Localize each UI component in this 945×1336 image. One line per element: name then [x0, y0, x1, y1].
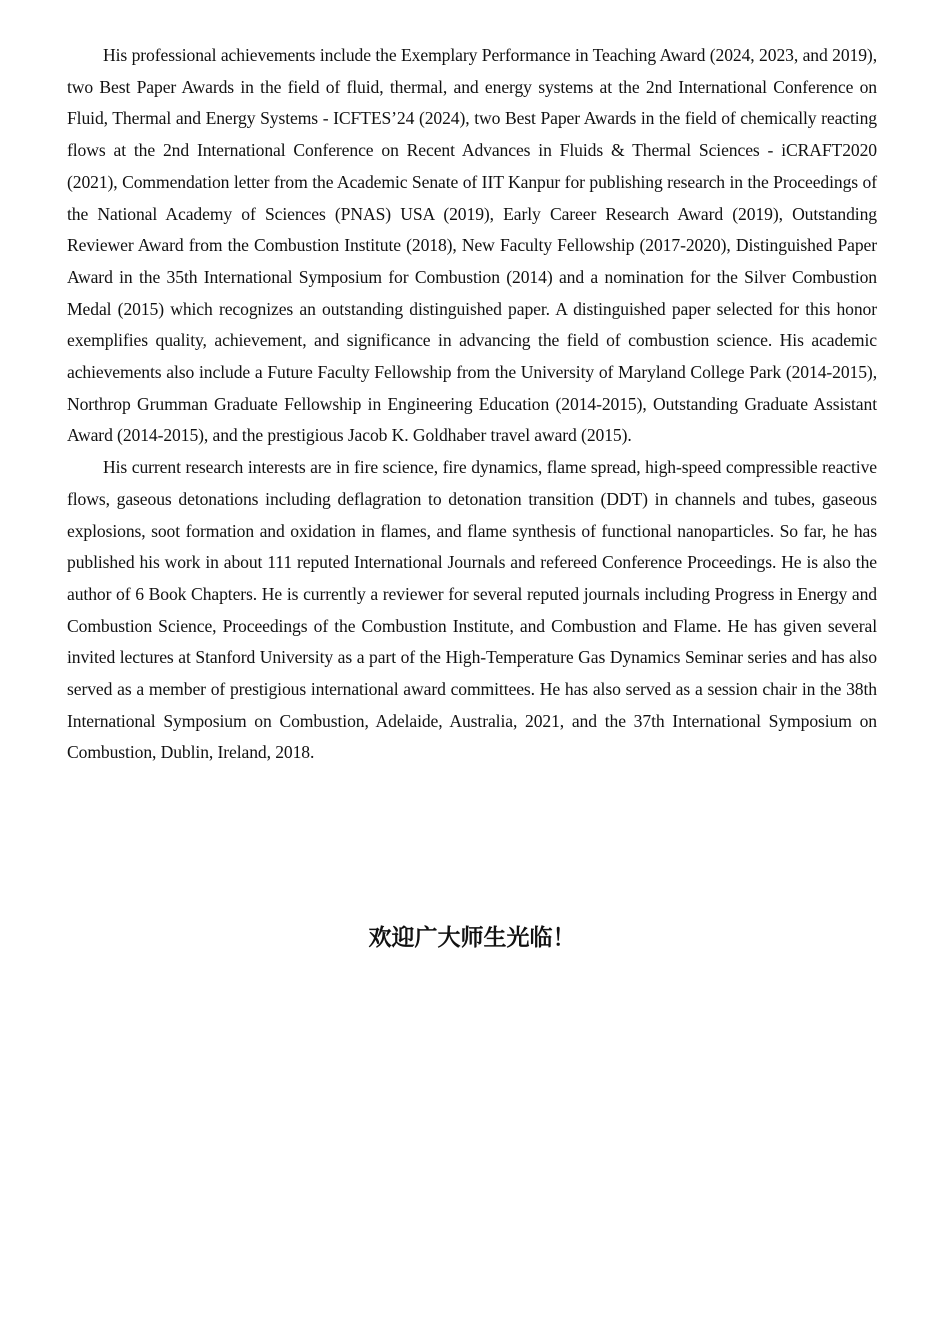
document-page: [67, 40, 877, 951]
welcome-closing: 欢迎广大师生光临！: [368, 924, 576, 951]
research-interests-paragraph: His current research interests are in fire science, fire dynamics, flame spread, high-speed compressible reactive flows, gaseous detonations including deflagration to detonation transition (DDT) in channels and tubes, gaseous explosions, soot formation and oxidation in flames, and flame synthesis of functional nanoparticles. So far, he has published his work in about 111 reputed International Journals and refereed Conference Proceedings. He is also the author of 6 Book Chapters. He is currently a reviewer for several reputed journals including Progress in Energy and Combustion Science, Proceedings of the Combustion Institute, and Combustion and Flame. He has given several invited lectures at Stanford University as a part of the High-Temperature Gas Dynamics Seminar series and has also served as a member of prestigious international award committees. He has also served as a session chair in the 38th International Symposium on Combustion, Adelaide, Australia, 2021, and the 37th International Symposium on Combustion, Dublin, Ireland, 2018.: [67, 457, 877, 763]
achievements-paragraph: His professional achievements include the Exemplary Performance in Teaching Award (2024, 2023, and 2019), two Best Paper Awards in the field of fluid, thermal, and energy systems at the 2nd International Conference on Fluid, Thermal and Energy Systems - ICFTES’24 (2024), two Best Paper Awards in the field of chemically reacting flows at the 2nd International Conference on Recent Advances in Fluids & Thermal Sciences - iCRAFT2020 (2021), Commendation letter from the Academic Senate of IIT Kanpur for publishing research in the Proceedings of the National Academy of Sciences (PNAS) USA (2019), Early Career Research Award (2019), Outstanding Reviewer Award from the Combustion Institute (2018), New Faculty Fellowship (2017-2020), Distinguished Paper Award in the 35th International Symposium for Combustion (2014) and a nomination for the Silver Combustion Medal (2015) which recognizes an outstanding distinguished paper. A distinguished paper selected for this honor exemplifies quality, achievement, and significance in advancing the field of combustion science. His academic achievements also include a Future Faculty Fellowship from the University of Maryland College Park (2014-2015), Northrop Grumman Graduate Fellowship in Engineering Education (2014-2015), Outstanding Graduate Assistant Award (2014-2015), and the prestigious Jacob K. Goldhaber travel award (2015).: [67, 45, 877, 446]
